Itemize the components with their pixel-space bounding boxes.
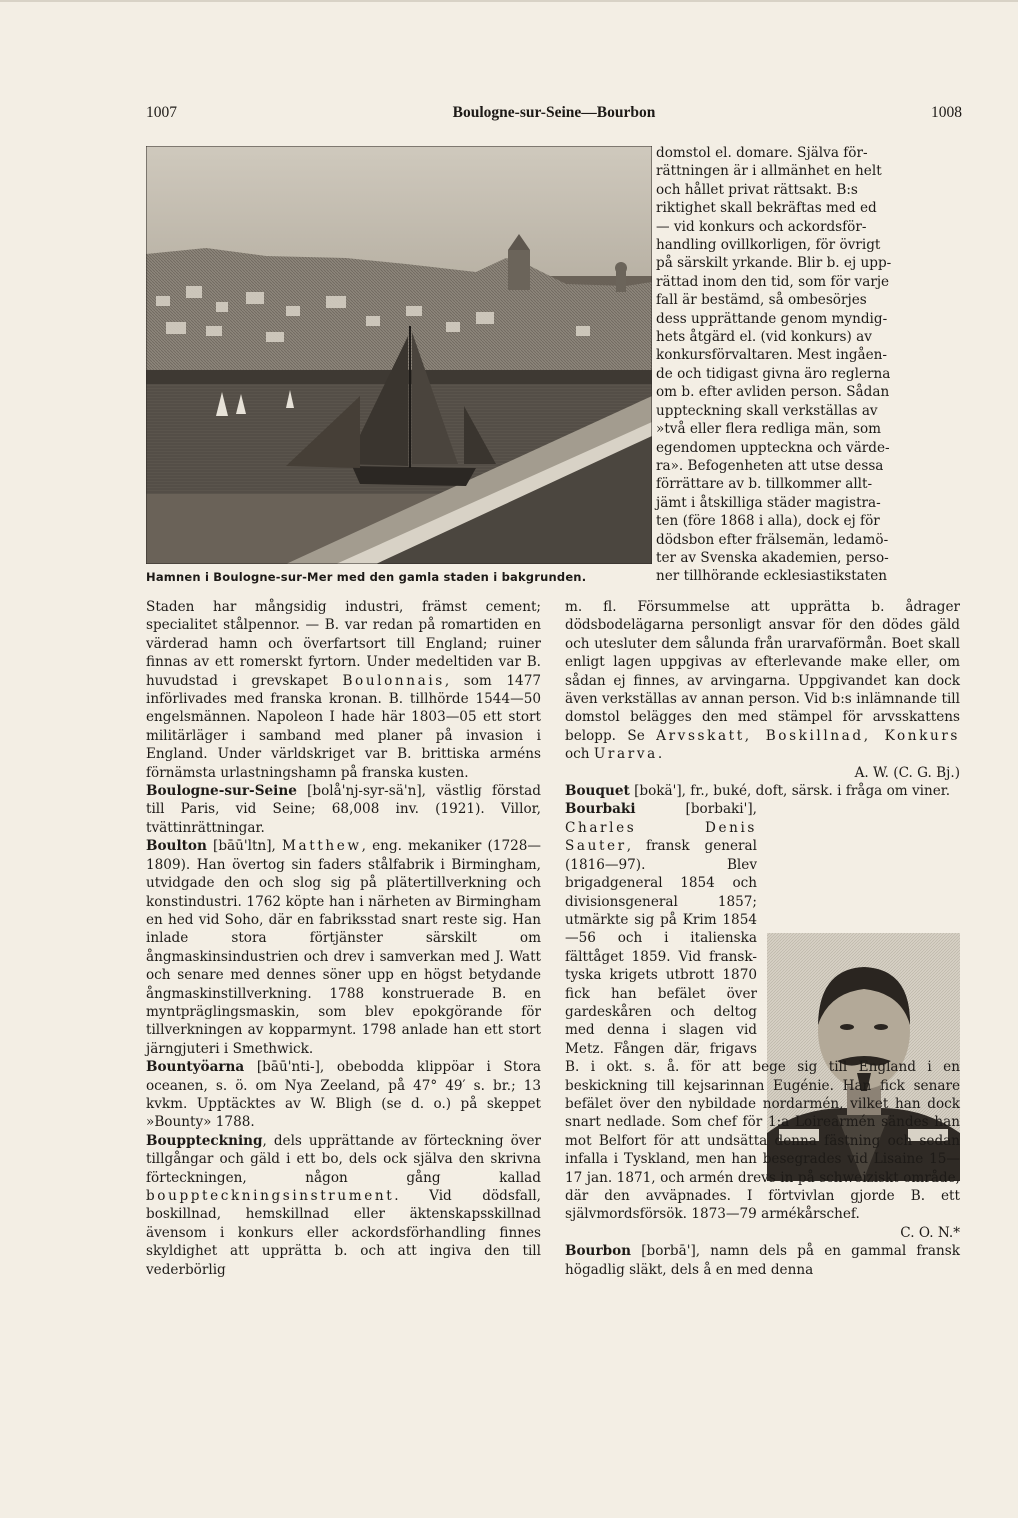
text-line: jämt i åtskilliga städer magistra- bbox=[656, 494, 881, 511]
text-line: ten (före 1868 i alla), dock ej för bbox=[656, 513, 880, 530]
text-line: de och tidigast givna äro reglerna bbox=[656, 365, 891, 382]
figure-caption: Hamnen i Boulogne-sur-Mer med den gamla staden i bakgrunden. bbox=[146, 570, 587, 584]
text-line: dödsbon efter frälsemän, ledamö- bbox=[656, 531, 889, 548]
entry-text: , fransk general (1816—97). Blev brigadgeneral 1854 och divisionsgeneral 1857; utmärkte sig på Krim 1854—56 och i italienska fälttåget 1859. Vid fransk-tyska krigets utbrott 1870 fick han befälet över gardeskåren och deltog med denna i slagen vid Metz. Fången där, frigavs B. i okt. s. å. för att bege sig till England i en beskickning till kejsarinnan Eugénie. Han fick senare befälet över den nybildade nordarmén, vilket han dock snart nedlade. Som chef för 1:a Loirearmén sändes han mot Belfort för att undsätta denna fästning och sedan infalla i Tyskland, men han besegrades vid Lisaine 15—17 jan. 1871, och armén drevs in på schweiziskt område, där den avväpnades. I förtvivlan gjorde B. ett självmordsförsök. 1873—79 armékårschef. bbox=[565, 838, 960, 1223]
text: m. fl. Försummelse att upprätta b. ådrager dödsbodelägarna personligt ansvar för den dödes gäld och utesluter dem sålunda från urarvaförmån. Boet skall enligt lagen uppgivas av efterlevande make eller, om sådan ej finnes, av arvingarna. Uppgivandet kan dock även verkställas av annan person. Vid b:s inlämnande till domstol belägges den med stämpel för arvsskattens belopp. Se bbox=[565, 599, 960, 744]
entry-text: . Vid dödsfall, boskillnad, hemskillnad eller äktenskapsskillnad ävensom i konkurs eller ackordsförhandling finnes skyldighet att upprätta b. och att ingiva den till vederbörlig bbox=[146, 1188, 541, 1278]
text-line: om b. efter avliden person. Sådan bbox=[656, 384, 890, 401]
text-line: handling ovillkorligen, för övrigt bbox=[656, 237, 881, 254]
running-header bbox=[146, 104, 962, 128]
text-line: domstol el. domare. Själva för- bbox=[656, 145, 868, 161]
entry-headword: Bouppteckning bbox=[146, 1132, 263, 1149]
spaced-term: Boulonnais bbox=[342, 672, 445, 689]
entry-boulogne-sur-seine bbox=[146, 782, 541, 837]
signature: A. W. (C. G. Bj.) bbox=[854, 764, 960, 781]
page-number-right: 1008 bbox=[931, 104, 962, 121]
text-line: dess upprättande genom myndig- bbox=[656, 310, 888, 327]
entry-bouppteckning bbox=[146, 1132, 541, 1279]
page-number-left: 1007 bbox=[146, 104, 177, 121]
text-line: förrättare av b. tillkommer allt- bbox=[656, 476, 873, 493]
right-lower-column bbox=[565, 598, 960, 1279]
entry-text: [bāū'nti-], obebodda klippöar i Stora oceanen, s. ö. om Nya Zeeland, på 47° 49′ s. br.; 13 kvkm. Upptäcktes av W. Bligh (se d. o.) på skeppet »Bounty» 1788. bbox=[146, 1059, 541, 1131]
entry-bountyoarna bbox=[146, 1058, 541, 1132]
entry-text: , eng. mekaniker (1728—1809). Han övertog sin faders stålfabrik i Birmingham, utvidgade den och slog sig på plätertillverkning och konstindustri. 1762 köpte han i närheten av Birmingham en hed vid Soho, där en fabriksstad snart reste sig. Han inlade stora förtjänster särskilt om ångmaskinsindustrien och drev i samverkan med J. Watt och senare med dennes söner upp en högst betydande ångmaskinstillverkning. 1788 konstruerade B. en myntpräglingsmaskin, som blev epokgörande för tillverkningen av kopparmynt. 1798 anlade han ett stort järngjuteri i Smethwick. bbox=[146, 838, 541, 1057]
entry-text: [bokä'], fr., buké, doft, särsk. i fråga om viner. bbox=[629, 783, 951, 800]
left-column bbox=[146, 598, 541, 1279]
harbor-illustration bbox=[146, 146, 652, 564]
entry-headword: Boulton bbox=[146, 838, 207, 855]
entry-headword: Bountyöarna bbox=[146, 1059, 245, 1076]
entry-headword: Bourbon bbox=[565, 1243, 632, 1260]
text-line: på särskilt yrkande. Blir b. ej upp- bbox=[656, 255, 892, 272]
pronunciation: [bāū'ltn], bbox=[206, 838, 283, 855]
text-line: egendomen uppteckna och värde- bbox=[656, 439, 890, 456]
entry-bourbaki bbox=[565, 800, 960, 1223]
entry-text: , dels upprättande av förteckning över tillgångar och gäld i ett bo, dels ock själva den skrivna förteckningen, någon gång kallad bbox=[146, 1132, 541, 1186]
text: och bbox=[565, 746, 594, 763]
text-line: »två eller flera redliga män, som bbox=[656, 421, 882, 438]
right-upper-column bbox=[656, 144, 960, 586]
entry-headword: Boulogne-sur-Seine bbox=[146, 783, 297, 800]
text-line: ra». Befogenheten att utse dessa bbox=[656, 457, 884, 474]
text-line: fall är bestämd, så ombesörjes bbox=[656, 292, 867, 309]
text-line: riktighet skall bekräftas med ed bbox=[656, 200, 877, 217]
paragraph: m. fl. Försummelse att upprätta b. ådrager dödsbodelägarna personligt ansvar för den dödes gäld och utesluter dem sålunda från urarvaförmån. Boet skall enligt lagen uppgivas av efterlevande make eller, om sådan ej finnes, av arvingarna. Uppgivandet kan dock även verkställas av annan person. Vid b:s inlämnande till domstol belägges den med stämpel för arvsskattens belopp. Se Arvsskatt, Boskillnad, Konkurs och Urarva. bbox=[565, 599, 961, 763]
running-title: Boulogne-sur-Seine—Bourbon bbox=[452, 104, 656, 121]
entry-headword: Bourbaki bbox=[565, 801, 636, 818]
portrait-space bbox=[757, 800, 960, 1050]
text-line: rättningen är i allmänhet en helt bbox=[656, 163, 882, 180]
text-line: hets åtgärd el. (vid konkurs) av bbox=[656, 329, 872, 346]
entry-bouquet bbox=[565, 782, 960, 800]
cross-reference: Arvsskatt, Boskillnad, Konkurs bbox=[656, 727, 961, 744]
entry-text: [bolå'nj-syr-sä'n], västlig förstad till Paris, vid Seine; 68,008 inv. (1921). Villor, tvättinrättningar. bbox=[146, 783, 541, 836]
signature: C. O. N.* bbox=[900, 1224, 960, 1241]
text-line: uppteckning skall verkställas av bbox=[656, 402, 878, 419]
spaced-name: Charles Denis Sauter bbox=[565, 819, 757, 855]
entry-boulton bbox=[146, 837, 541, 1058]
text-line: konkursförvaltaren. Mest ingåen- bbox=[656, 347, 888, 364]
text-line: ner tillhörande ecklesiastikstaten bbox=[656, 568, 888, 585]
spaced-name: Matthew bbox=[282, 838, 362, 855]
text-line: — vid konkurs och ackordsför- bbox=[656, 218, 867, 235]
text: Staden har mångsidig industri, främst cement; specialitet stålpennor. — B. var redan på romartiden en värderad hamn och överfartsort till England; ruiner finnas av ett romerskt fyrtorn. Under medeltiden var B. huvudstad i grevskapet bbox=[146, 599, 541, 689]
cross-reference: Urarva bbox=[593, 746, 658, 763]
entry-bourbon bbox=[565, 1242, 960, 1279]
spaced-term: bouppteckningsinstrument bbox=[146, 1188, 395, 1204]
text: , som 1477 införlivades med franska kronan. B. tillhörde 1544—50 engelsmännen. Napoleon I hade här 1803—05 ett stort militärläger i samband med planer på invasion i England. Under världskriget var B. brittiska arméns förnämsta urlastningshamn på franska kusten. bbox=[146, 672, 541, 781]
pronunciation: [borbaki'], bbox=[635, 801, 757, 818]
harbor-engraving bbox=[146, 146, 652, 564]
text-line: och hållet privat rättsakt. B:s bbox=[656, 181, 858, 198]
entry-text: [borbā'], namn dels på en gammal fransk högadlig släkt, dels å en med denna bbox=[565, 1243, 960, 1278]
text-line: ter av Svenska akademien, perso- bbox=[656, 549, 889, 566]
entry-headword: Bouquet bbox=[565, 783, 630, 800]
text-line: rättad inom den tid, som för varje bbox=[656, 273, 890, 290]
paragraph bbox=[146, 598, 541, 782]
